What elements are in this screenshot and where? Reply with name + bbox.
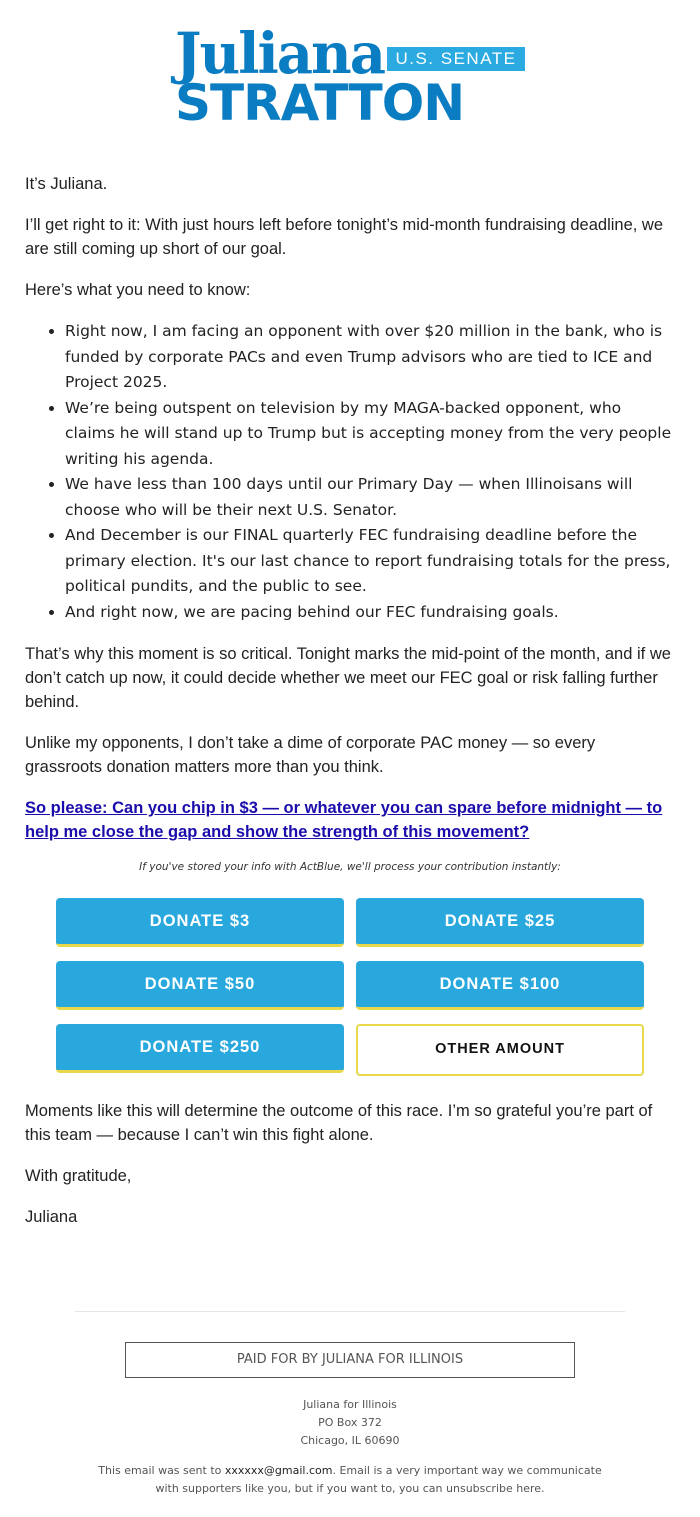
logo-senate-badge: U.S. SENATE: [387, 47, 525, 71]
key-points-list: [25, 319, 675, 625]
donate-3-button[interactable]: DONATE $3: [56, 898, 344, 947]
donate-25-button[interactable]: DONATE $25: [356, 898, 644, 947]
address-line: PO Box 372: [318, 1416, 382, 1429]
list-item: • Right now, I am facing an opponent with over $20 million in the bank, who is funded by corporate PACs and even Trump advisors who are tied to ICE and Project 2025.: [65, 319, 675, 396]
disclaimer-prefix: This email was sent to: [98, 1464, 225, 1477]
closing-paragraph: Moments like this will determine the outcome of this race. I’m so grateful you’re part of this team — because I can’t win this fight alone.: [25, 1102, 653, 1144]
actblue-note: If you've stored your info with ActBlue, we'll process your contribution instantly:: [139, 861, 561, 873]
greeting: It’s Juliana.: [25, 175, 108, 193]
email-body: [25, 172, 675, 893]
list-item: • We have less than 100 days until our Primary Day — when Illinoisans will choose who will be their next U.S. Senator.: [65, 472, 675, 523]
donate-100-button[interactable]: DONATE $100: [356, 961, 644, 1010]
address-line: Chicago, IL 60690: [300, 1434, 400, 1447]
donate-cta-link[interactable]: So please: Can you chip in $3 — or whatever you can spare before midnight — to help me close the gap and show the strength of this movement?: [25, 799, 663, 841]
lead-in: Here’s what you need to know:: [25, 281, 251, 299]
closing-section: [25, 1099, 675, 1246]
signoff: With gratitude,: [25, 1167, 132, 1185]
mailing-address: [0, 1396, 700, 1450]
list-item: • We’re being outspent on television by my MAGA-backed opponent, who claims he will stand up to Trump but is accepting money from the very people writing his agenda.: [65, 396, 675, 473]
recipient-email: xxxxxx@gmail.com: [224, 1464, 333, 1477]
email-disclaimer: [95, 1462, 605, 1498]
list-item: • And December is our FINAL quarterly FEC fundraising deadline before the primary election. It's our last chance to report fundraising totals for the press, political pundits, and the public to see.: [65, 523, 675, 600]
critical-paragraph: That’s why this moment is so critical. Tonight marks the mid-point of the month, and if we don’t catch up now, it could decide whether we meet our FEC goal or risk falling further behind.: [25, 645, 671, 711]
signature: Juliana: [25, 1208, 78, 1226]
campaign-logo: [175, 21, 527, 132]
other-amount-button[interactable]: OTHER AMOUNT: [356, 1024, 644, 1076]
footer-divider: [75, 1311, 625, 1312]
paid-for-disclaimer: PAID FOR BY JULIANA FOR ILLINOIS: [125, 1342, 575, 1378]
list-item: • And right now, we are pacing behind our FEC fundraising goals.: [65, 600, 675, 626]
disclaimer-suffix: . Email is a very important way we communicate with supporters like you, but if you want to, you can unsubscribe here.: [155, 1464, 602, 1495]
intro-paragraph: I’ll get right to it: With just hours left before tonight’s mid-month fundraising deadline, we are still coming up short of our goal.: [25, 216, 664, 258]
address-line: Juliana for Illinois: [303, 1398, 397, 1411]
donate-50-button[interactable]: DONATE $50: [56, 961, 344, 1010]
donate-250-button[interactable]: DONATE $250: [56, 1024, 344, 1073]
logo-last-name: STRATTON: [175, 74, 465, 132]
logo-first-name: Juliana: [175, 21, 385, 87]
unlike-paragraph: Unlike my opponents, I don’t take a dime of corporate PAC money — so every grassroots donation matters more than you think.: [25, 734, 596, 776]
